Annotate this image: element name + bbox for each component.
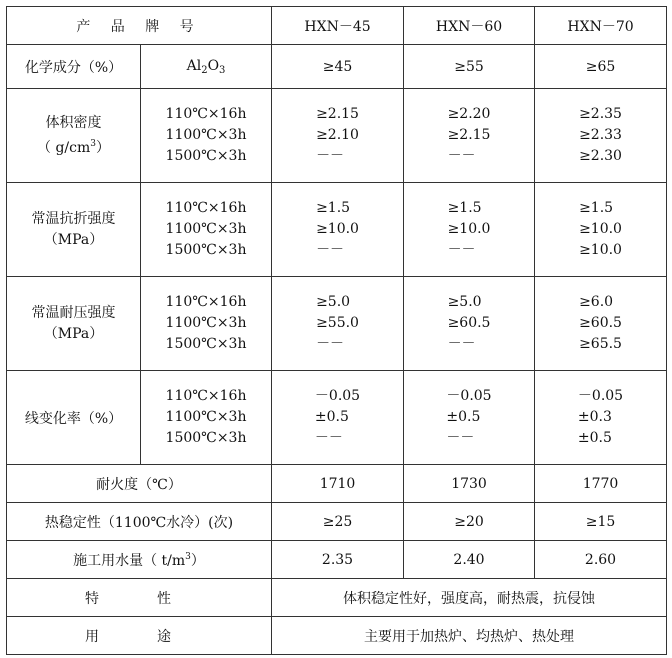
linear-values-2: －0.05 ±0.5 －－ bbox=[404, 371, 535, 465]
feature-row bbox=[7, 579, 667, 617]
grade-header-3: HXN－70 bbox=[535, 7, 667, 45]
chem-row bbox=[7, 45, 667, 89]
density-values-3: ≥2.35 ≥2.33 ≥2.30 bbox=[535, 89, 667, 183]
usage-value: 主要用于加热炉、均热炉、热处理 bbox=[272, 617, 667, 655]
product-spec-table bbox=[6, 6, 667, 655]
density-row bbox=[7, 89, 667, 183]
density-conditions: 110℃×16h 1100℃×3h 1500℃×3h bbox=[141, 89, 272, 183]
thermal-value-1: ≥25 bbox=[272, 503, 404, 541]
flexural-unit: （MPa） bbox=[43, 231, 104, 248]
flexural-conditions: 110℃×16h 1100℃×3h 1500℃×3h bbox=[141, 183, 272, 277]
water-row bbox=[7, 541, 667, 579]
compressive-conditions: 110℃×16h 1100℃×3h 1500℃×3h bbox=[141, 277, 272, 371]
compressive-values-3: ≥6.0 ≥60.5 ≥65.5 bbox=[535, 277, 667, 371]
linear-values-1: －0.05 ±0.5 －－ bbox=[272, 371, 404, 465]
water-label: 施工用水量（ $t/m^3$） bbox=[7, 541, 272, 579]
usage-row bbox=[7, 617, 667, 655]
header-row bbox=[7, 7, 667, 45]
refractoriness-value-3: 1770 bbox=[535, 465, 667, 503]
usage-label: 用 途 bbox=[7, 617, 272, 655]
compressive-values-1: ≥5.0 ≥55.0 －－ bbox=[272, 277, 404, 371]
refractoriness-value-2: 1730 bbox=[404, 465, 535, 503]
linear-label: 线变化率（%） bbox=[7, 371, 141, 465]
flexural-row bbox=[7, 183, 667, 277]
compressive-label: 常温耐压强度 bbox=[31, 304, 116, 321]
grade-header-1: HXN－45 bbox=[272, 7, 404, 45]
flexural-values-1: ≥1.5 ≥10.0 －－ bbox=[272, 183, 404, 277]
linear-conditions: 110℃×16h 1100℃×3h 1500℃×3h bbox=[141, 371, 272, 465]
water-value-1: 2.35 bbox=[272, 541, 404, 579]
refractoriness-label: 耐火度（℃） bbox=[7, 465, 272, 503]
compressive-values-2: ≥5.0 ≥60.5 －－ bbox=[404, 277, 535, 371]
linear-row bbox=[7, 371, 667, 465]
chem-value-1: ≥45 bbox=[272, 45, 404, 89]
thermal-row bbox=[7, 503, 667, 541]
water-value-2: 2.40 bbox=[404, 541, 535, 579]
density-label-cell bbox=[7, 89, 141, 183]
grade-header-2: HXN－60 bbox=[404, 7, 535, 45]
water-value-3: 2.60 bbox=[535, 541, 667, 579]
chem-value-3: ≥65 bbox=[535, 45, 667, 89]
linear-values-3: －0.05 ±0.3 ±0.5 bbox=[535, 371, 667, 465]
flexural-label: 常温抗折强度 bbox=[31, 210, 116, 227]
compressive-label-cell bbox=[7, 277, 141, 371]
compressive-unit: （MPa） bbox=[43, 325, 104, 342]
thermal-value-3: ≥15 bbox=[535, 503, 667, 541]
chem-component: $Al_2O_3$ bbox=[141, 45, 272, 89]
density-values-1: ≥2.15 ≥2.10 －－ bbox=[272, 89, 404, 183]
flexural-label-cell bbox=[7, 183, 141, 277]
thermal-label: 热稳定性（1100℃水冷）(次) bbox=[7, 503, 272, 541]
density-label: 体积密度 bbox=[45, 114, 102, 131]
feature-label: 特 性 bbox=[7, 579, 272, 617]
flexural-values-3: ≥1.5 ≥10.0 ≥10.0 bbox=[535, 183, 667, 277]
density-values-2: ≥2.20 ≥2.15 －－ bbox=[404, 89, 535, 183]
feature-value: 体积稳定性好，强度高，耐热震，抗侵蚀 bbox=[272, 579, 667, 617]
density-unit: （ $g/cm^3$） bbox=[37, 138, 110, 156]
thermal-value-2: ≥20 bbox=[404, 503, 535, 541]
chem-label: 化学成分（%） bbox=[7, 45, 141, 89]
refractoriness-row bbox=[7, 465, 667, 503]
chem-value-2: ≥55 bbox=[404, 45, 535, 89]
compressive-row bbox=[7, 277, 667, 371]
refractoriness-value-1: 1710 bbox=[272, 465, 404, 503]
flexural-values-2: ≥1.5 ≥10.0 －－ bbox=[404, 183, 535, 277]
brand-label: 产 品 牌 号 bbox=[7, 7, 272, 45]
